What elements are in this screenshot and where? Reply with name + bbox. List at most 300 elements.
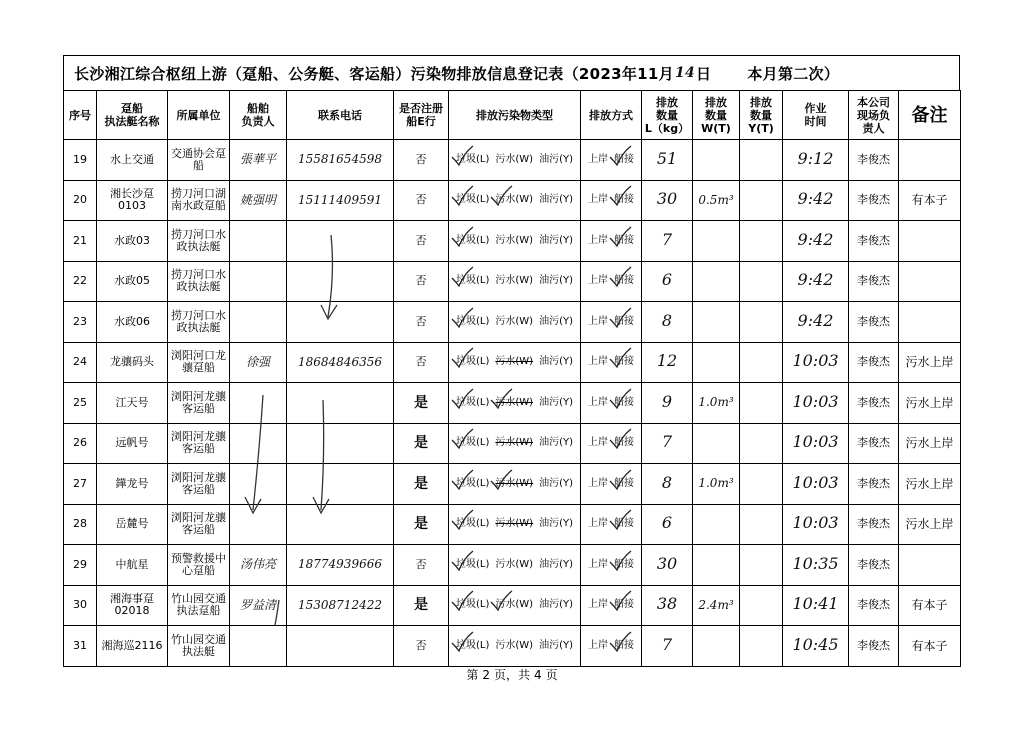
work-time-text: 10:03 <box>792 351 839 371</box>
header-method: 排放方式 <box>581 91 642 140</box>
phone-number <box>287 180 394 221</box>
oil-option: 油污(Y) <box>539 639 573 651</box>
row-no: 26 <box>64 423 97 464</box>
footer-prefix: 第 <box>466 668 479 682</box>
row-no: 31 <box>64 626 97 667</box>
discharge-method <box>581 180 642 221</box>
qty-y <box>740 383 783 424</box>
row-no: 27 <box>64 464 97 505</box>
work-time-text: 10:35 <box>792 553 839 573</box>
discharge-method <box>581 342 642 383</box>
registered-flag: 否 <box>394 180 449 221</box>
remark <box>899 221 961 262</box>
qty-l-text: 30 <box>656 553 678 573</box>
captain-text: 汤伟亮 <box>239 557 276 572</box>
ship-name: 湘长沙趸0103 <box>97 180 168 221</box>
registered-flag: 是 <box>394 504 449 545</box>
remark: 污水上岸 <box>899 504 961 545</box>
row-no: 25 <box>64 383 97 424</box>
sewage-option: 污水(W) <box>495 153 534 165</box>
row-no: 19 <box>64 140 97 181</box>
oil-option: 油污(Y) <box>539 396 573 408</box>
row-no: 28 <box>64 504 97 545</box>
captain-text: 罗益清 <box>239 597 276 612</box>
pollutant-types <box>449 342 581 383</box>
company-person: 李俊杰 <box>849 423 899 464</box>
unit-name: 浏阳河龙骧客运船 <box>168 423 230 464</box>
ship-receive-option: 船接 <box>614 194 634 206</box>
sewage-option: 污水(W) <box>495 437 534 449</box>
sewage-option: 污水(W) <box>495 275 534 287</box>
sewage-option: 污水(W) <box>495 356 534 368</box>
unit-name: 捞刀河口水政执法艇 <box>168 261 230 302</box>
garbage-option: 垃圾(L) <box>456 437 489 449</box>
work-time-text: 10:03 <box>792 472 839 492</box>
sewage-option: 污水(W) <box>495 518 534 530</box>
work-time-text: 9:42 <box>797 229 834 249</box>
oil-option: 油污(Y) <box>539 599 573 611</box>
captain-signature <box>230 504 287 545</box>
discharge-method <box>581 383 642 424</box>
captain-signature <box>230 302 287 343</box>
title-day: 14 <box>674 65 696 81</box>
qty-y <box>740 221 783 262</box>
qty-l-text: 9 <box>661 391 673 411</box>
form-title <box>63 55 960 90</box>
title-extra: 本月第二次） <box>747 64 840 83</box>
garbage-option: 垃圾(L) <box>456 518 489 530</box>
discharge-method <box>581 261 642 302</box>
registered-flag: 否 <box>394 302 449 343</box>
header-qty-l: 排放 数量 L（kg） <box>642 91 693 140</box>
sewage-option: 污水(W) <box>495 315 534 327</box>
remark: 污水上岸 <box>899 342 961 383</box>
garbage-option: 垃圾(L) <box>456 397 489 409</box>
captain-text: 姚强明 <box>239 192 276 207</box>
register-sheet <box>63 55 960 667</box>
pollutant-types <box>449 140 581 181</box>
footer-total: 4 <box>534 668 542 682</box>
remark <box>899 302 961 343</box>
remark: 污水上岸 <box>899 383 961 424</box>
registered-flag: 否 <box>394 545 449 586</box>
ship-name: 岳麓号 <box>97 504 168 545</box>
qty-w <box>693 504 740 545</box>
header-unit: 所属单位 <box>168 91 230 140</box>
registered-flag: 否 <box>394 342 449 383</box>
header-ship: 趸船 执法艇名称 <box>97 91 168 140</box>
oil-option: 油污(Y) <box>539 153 573 165</box>
qty-y <box>740 261 783 302</box>
qty-w <box>693 626 740 667</box>
oil-option: 油污(Y) <box>539 477 573 489</box>
discharge-method <box>581 464 642 505</box>
oil-option: 油污(Y) <box>539 518 573 530</box>
unit-name: 浏阳河龙骧客运船 <box>168 383 230 424</box>
captain-text: 張華平 <box>239 152 276 167</box>
shore-option: 上岸 <box>588 599 608 611</box>
garbage-option: 垃圾(L) <box>456 599 489 611</box>
qty-l-text: 30 <box>656 189 678 209</box>
oil-option: 油污(Y) <box>539 275 573 287</box>
remark: 污水上岸 <box>899 464 961 505</box>
garbage-option: 垃圾(L) <box>456 640 489 652</box>
work-time-text: 10:45 <box>792 634 839 654</box>
qty-l <box>642 585 693 626</box>
work-time <box>783 221 849 262</box>
captain-text: 徐强 <box>245 354 270 369</box>
qty-l-text: 7 <box>661 634 673 654</box>
row-no: 30 <box>64 585 97 626</box>
company-person: 李俊杰 <box>849 180 899 221</box>
company-person: 李俊杰 <box>849 464 899 505</box>
sewage-option: 污水(W) <box>495 599 533 611</box>
remark: 有本子 <box>899 180 961 221</box>
shore-option: 上岸 <box>588 315 608 327</box>
unit-name: 捞刀河口水政执法艇 <box>168 221 230 262</box>
table-row <box>64 423 961 464</box>
shore-option: 上岸 <box>588 194 608 206</box>
registered-flag: 是 <box>394 423 449 464</box>
work-time-text: 9:42 <box>797 310 834 330</box>
company-person: 李俊杰 <box>849 545 899 586</box>
sewage-option: 污水(W) <box>495 478 533 490</box>
phone-text: 15581654598 <box>298 152 382 167</box>
qty-l <box>642 545 693 586</box>
registered-flag: 是 <box>394 383 449 424</box>
unit-name: 捞刀河口水政执法艇 <box>168 302 230 343</box>
garbage-option: 垃圾(L) <box>456 559 489 571</box>
header-phone: 联系电话 <box>287 91 394 140</box>
work-time <box>783 423 849 464</box>
work-time <box>783 180 849 221</box>
header-row <box>64 91 961 140</box>
shore-option: 上岸 <box>588 437 608 449</box>
qty-y <box>740 302 783 343</box>
qty-w-text: 0.5m³ <box>698 192 734 207</box>
ship-receive-option: 船接 <box>614 478 634 490</box>
qty-l-text: 12 <box>656 351 678 371</box>
row-no: 24 <box>64 342 97 383</box>
table-row <box>64 383 961 424</box>
phone-number <box>287 545 394 586</box>
unit-name: 浏阳河龙骧客运船 <box>168 464 230 505</box>
ship-receive-option: 船接 <box>614 397 634 409</box>
captain-signature <box>230 585 287 626</box>
phone-text: 15111409591 <box>298 192 382 207</box>
work-time-text: 10:41 <box>792 594 839 614</box>
qty-w <box>693 545 740 586</box>
row-no: 20 <box>64 180 97 221</box>
unit-name: 捞刀河口湖南水政趸船 <box>168 180 230 221</box>
company-person: 李俊杰 <box>849 383 899 424</box>
garbage-option: 垃圾(L) <box>456 478 489 490</box>
qty-w <box>693 221 740 262</box>
phone-number <box>287 221 394 262</box>
captain-signature <box>230 261 287 302</box>
work-time <box>783 342 849 383</box>
ship-receive-option: 船接 <box>614 640 634 652</box>
oil-option: 油污(Y) <box>539 194 573 206</box>
qty-l <box>642 342 693 383</box>
remark <box>899 261 961 302</box>
pollutant-types <box>449 221 581 262</box>
work-time-text: 9:12 <box>797 148 834 168</box>
qty-l <box>642 423 693 464</box>
table-row <box>64 261 961 302</box>
header-captain: 船舶 负责人 <box>230 91 287 140</box>
ship-receive-option: 船接 <box>614 437 634 449</box>
garbage-option: 垃圾(L) <box>456 275 489 287</box>
work-time-text: 10:03 <box>792 513 839 533</box>
qty-l-text: 51 <box>656 148 678 168</box>
table-row <box>64 545 961 586</box>
qty-y <box>740 342 783 383</box>
discharge-method <box>581 302 642 343</box>
row-no: 22 <box>64 261 97 302</box>
phone-number <box>287 423 394 464</box>
registered-flag: 否 <box>394 221 449 262</box>
pollutant-types <box>449 626 581 667</box>
phone-number <box>287 383 394 424</box>
qty-l <box>642 464 693 505</box>
registered-flag: 是 <box>394 464 449 505</box>
qty-w <box>693 585 740 626</box>
footer-suffix: 页 <box>545 668 558 682</box>
discharge-method <box>581 221 642 262</box>
pollutant-types <box>449 464 581 505</box>
company-person: 李俊杰 <box>849 261 899 302</box>
remark <box>899 545 961 586</box>
table-row <box>64 221 961 262</box>
pollutant-types <box>449 261 581 302</box>
qty-l <box>642 504 693 545</box>
company-person: 李俊杰 <box>849 221 899 262</box>
qty-w-text: 1.0m³ <box>698 395 734 410</box>
company-person: 李俊杰 <box>849 504 899 545</box>
captain-signature <box>230 423 287 464</box>
work-time <box>783 464 849 505</box>
ship-receive-option: 船接 <box>614 599 634 611</box>
work-time <box>783 626 849 667</box>
ship-receive-option: 船接 <box>614 518 634 530</box>
shore-option: 上岸 <box>588 396 608 408</box>
remark <box>899 140 961 181</box>
phone-number <box>287 302 394 343</box>
pollutant-types <box>449 423 581 464</box>
qty-l-text: 7 <box>661 432 673 452</box>
pollutant-types <box>449 504 581 545</box>
row-no: 23 <box>64 302 97 343</box>
header-remark: 备注 <box>899 91 961 140</box>
qty-y <box>740 585 783 626</box>
qty-l-text: 6 <box>661 513 673 533</box>
company-person: 李俊杰 <box>849 140 899 181</box>
qty-w-text: 1.0m³ <box>698 476 734 491</box>
ship-name: 水政05 <box>97 261 168 302</box>
qty-w <box>693 140 740 181</box>
header-qty-y: 排放 数量 Y(T) <box>740 91 783 140</box>
title-main: 长沙湘江综合枢纽上游（趸船、公务艇、客运船）污染物排放信息登记表（2023年11月 <box>74 64 674 83</box>
ship-receive-option: 船接 <box>614 235 634 247</box>
oil-option: 油污(Y) <box>539 437 573 449</box>
qty-w <box>693 464 740 505</box>
captain-signature <box>230 342 287 383</box>
qty-l <box>642 302 693 343</box>
unit-name: 预警救援中心趸船 <box>168 545 230 586</box>
garbage-option: 垃圾(L) <box>456 194 489 206</box>
oil-option: 油污(Y) <box>539 234 573 246</box>
garbage-option: 垃圾(L) <box>456 356 489 368</box>
work-time <box>783 545 849 586</box>
qty-w <box>693 180 740 221</box>
sewage-option: 污水(W) <box>495 194 533 206</box>
registered-flag: 否 <box>394 140 449 181</box>
work-time-text: 10:03 <box>792 432 839 452</box>
work-time-text: 10:03 <box>792 391 839 411</box>
qty-w <box>693 342 740 383</box>
unit-name: 浏阳河口龙骧趸船 <box>168 342 230 383</box>
discharge-method <box>581 423 642 464</box>
qty-l-text: 8 <box>661 310 673 330</box>
garbage-option: 垃圾(L) <box>456 154 489 166</box>
register-table <box>63 90 961 667</box>
header-time: 作业 时间 <box>783 91 849 140</box>
qty-l <box>642 140 693 181</box>
phone-text: 18774939666 <box>298 557 382 572</box>
captain-signature <box>230 545 287 586</box>
oil-option: 油污(Y) <box>539 558 573 570</box>
discharge-method <box>581 585 642 626</box>
qty-l <box>642 261 693 302</box>
ship-name: 湘海事趸02018 <box>97 585 168 626</box>
shore-option: 上岸 <box>588 639 608 651</box>
work-time <box>783 585 849 626</box>
oil-option: 油污(Y) <box>539 315 573 327</box>
company-person: 李俊杰 <box>849 302 899 343</box>
discharge-method <box>581 545 642 586</box>
qty-w <box>693 383 740 424</box>
ship-name: 湘海巡2116 <box>97 626 168 667</box>
unit-name: 竹山园交通执法趸船 <box>168 585 230 626</box>
ship-name: 龙骧码头 <box>97 342 168 383</box>
work-time <box>783 504 849 545</box>
table-row <box>64 585 961 626</box>
registered-flag: 否 <box>394 261 449 302</box>
page-footer <box>0 666 1024 683</box>
phone-number <box>287 626 394 667</box>
ship-name: 水政03 <box>97 221 168 262</box>
qty-y <box>740 423 783 464</box>
ship-name: 江天号 <box>97 383 168 424</box>
captain-signature <box>230 383 287 424</box>
discharge-method <box>581 140 642 181</box>
unit-name: 交通协会趸船 <box>168 140 230 181</box>
qty-y <box>740 464 783 505</box>
qty-y <box>740 140 783 181</box>
title-close: 日 <box>696 64 712 83</box>
ship-name: 水政06 <box>97 302 168 343</box>
captain-signature <box>230 180 287 221</box>
captain-signature <box>230 221 287 262</box>
captain-signature <box>230 140 287 181</box>
qty-w <box>693 423 740 464</box>
header-registered: 是否注册 船E行 <box>394 91 449 140</box>
ship-name: 中航星 <box>97 545 168 586</box>
company-person: 李俊杰 <box>849 342 899 383</box>
qty-l <box>642 180 693 221</box>
garbage-option: 垃圾(L) <box>456 316 489 328</box>
work-time <box>783 302 849 343</box>
work-time-text: 9:42 <box>797 270 834 290</box>
qty-y <box>740 626 783 667</box>
pollutant-types <box>449 302 581 343</box>
shore-option: 上岸 <box>588 234 608 246</box>
phone-number <box>287 464 394 505</box>
pollutant-types <box>449 585 581 626</box>
garbage-option: 垃圾(L) <box>456 235 489 247</box>
table-row <box>64 302 961 343</box>
phone-number <box>287 504 394 545</box>
header-pollutant-type: 排放污染物类型 <box>449 91 581 140</box>
shore-option: 上岸 <box>588 558 608 570</box>
shore-option: 上岸 <box>588 477 608 489</box>
qty-y <box>740 504 783 545</box>
company-person: 李俊杰 <box>849 626 899 667</box>
qty-w <box>693 261 740 302</box>
ship-receive-option: 船接 <box>614 275 634 287</box>
phone-text: 15308712422 <box>298 597 382 612</box>
ship-name: 水上交通 <box>97 140 168 181</box>
pollutant-types <box>449 383 581 424</box>
remark: 有本子 <box>899 585 961 626</box>
table-row <box>64 626 961 667</box>
company-person: 李俊杰 <box>849 585 899 626</box>
qty-l <box>642 221 693 262</box>
ship-name: 鏵龙号 <box>97 464 168 505</box>
work-time <box>783 140 849 181</box>
ship-receive-option: 船接 <box>614 154 634 166</box>
registered-flag: 是 <box>394 585 449 626</box>
sewage-option: 污水(W) <box>495 397 533 409</box>
qty-l-text: 38 <box>656 594 678 614</box>
qty-w-text: 2.4m³ <box>698 597 734 612</box>
ship-receive-option: 船接 <box>614 559 634 571</box>
shore-option: 上岸 <box>588 153 608 165</box>
ship-receive-option: 船接 <box>614 316 634 328</box>
footer-mid: 页，共 <box>493 668 530 682</box>
table-row <box>64 140 961 181</box>
shore-option: 上岸 <box>588 356 608 368</box>
shore-option: 上岸 <box>588 518 608 530</box>
header-no: 序号 <box>64 91 97 140</box>
qty-y <box>740 180 783 221</box>
phone-text: 18684846356 <box>298 354 382 369</box>
phone-number <box>287 342 394 383</box>
captain-signature <box>230 626 287 667</box>
sewage-option: 污水(W) <box>495 639 534 651</box>
qty-l-text: 7 <box>661 229 673 249</box>
qty-l-text: 8 <box>661 472 673 492</box>
registered-flag: 否 <box>394 626 449 667</box>
work-time <box>783 261 849 302</box>
qty-l <box>642 626 693 667</box>
ship-receive-option: 船接 <box>614 356 634 368</box>
work-time <box>783 383 849 424</box>
qty-l-text: 6 <box>661 270 673 290</box>
table-row <box>64 504 961 545</box>
sewage-option: 污水(W) <box>495 558 534 570</box>
